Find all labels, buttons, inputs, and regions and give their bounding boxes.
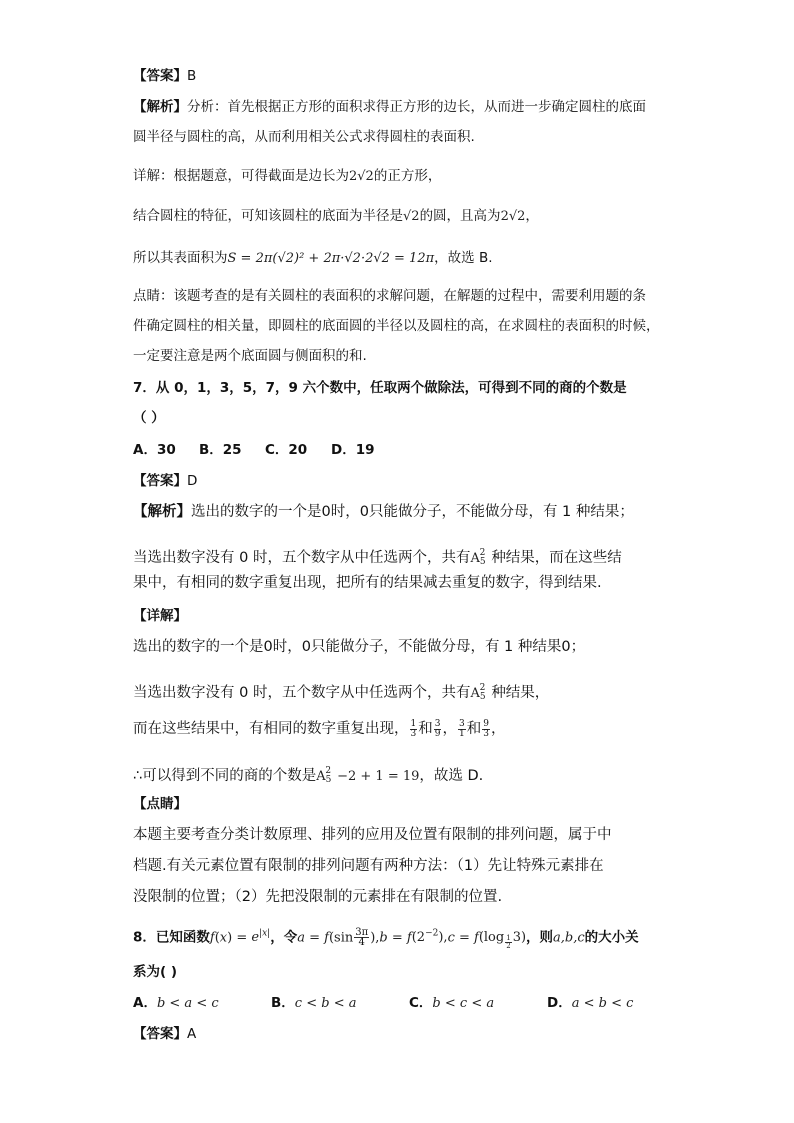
- math-permutation-a52: $A_5^2$: [316, 766, 332, 785]
- answer-value: B: [187, 68, 197, 84]
- q7-comment-line-3: 没限制的位置；（2）先把没限制的元素排在有限制的位置.: [133, 889, 503, 905]
- q7-comment-tag: 【点睛】: [133, 796, 187, 812]
- q8-option-b: B．c < b < a: [271, 995, 357, 1011]
- math-count: −2 + 1 = 19: [337, 769, 420, 784]
- q7-analysis-line-2: 当选出数字没有 0 时，五个数字从中任选两个，共有$A_5^2$ 种结果，而在这些结: [133, 548, 622, 567]
- q7-detail-tag: 【详解】: [133, 608, 187, 624]
- q7-question-line-2: （ ）: [133, 410, 165, 426]
- math-a-def: a: [297, 930, 305, 946]
- q8-option-d: D．a < b < c: [547, 995, 634, 1011]
- answer-value: A: [187, 1026, 197, 1042]
- q6-comment-line-2: 件确定圆柱的相关量，即圆柱的底面圆的半径以及圆柱的高，在求圆柱的表面积的时候，: [133, 318, 660, 334]
- math-radius: √2: [403, 209, 420, 224]
- q6-detail-line-3: 所以其表面积为S = 2π(√2)² + 2π·√2·2√2 = 12π，故选 B.: [133, 250, 493, 266]
- q7-options: [133, 440, 673, 460]
- q6-answer-line: [133, 66, 673, 86]
- fraction-9-3: $\frac{9}{3}$: [483, 718, 489, 739]
- q8-options: [133, 993, 673, 1014]
- q6-detail-line-2: 结合圆柱的特征，可知该圆柱的底面为半径是√2的圆，且高为2√2，: [133, 208, 539, 224]
- q7-comment-line-1: 本题主要考查分类计数原理、排列的应用及位置有限制的排列问题，属于中: [133, 827, 612, 843]
- q7-analysis-line-3: 果中，有相同的数字重复出现，把所有的结果减去重复的数字，得到结果.: [133, 575, 602, 591]
- q7-answer-line: [133, 471, 673, 491]
- answer-value: D: [187, 473, 198, 489]
- q7-detail-line-2: 当选出数字没有 0 时，五个数字从中任选两个，共有$A_5^2$ 种结果，: [133, 683, 550, 702]
- math-surface-area: S = 2π(√2)² + 2π·√2·2√2 = 12π: [227, 251, 435, 266]
- analysis-text: 分析：首先根据正方形的面积求得正方形的边长，从而进一步确定圆柱的底面: [187, 99, 646, 115]
- q8-answer-line: [133, 1024, 673, 1044]
- math-function-def: f: [209, 930, 215, 946]
- q7-detail-line-1: 选出的数字的一个是0时，0只能做分子，不能做分母，有 1 种结果0；: [133, 639, 586, 655]
- q7-analysis-line-1: 【解析】选出的数字的一个是0时，0只能做分子，不能做分母，有 1 种结果；: [133, 504, 634, 520]
- q6-comment-line-3: 一定要注意是两个底面圆与侧面积的和.: [133, 348, 367, 364]
- q8-option-c: C．b < c < a: [409, 995, 495, 1011]
- math-height: 2√2: [500, 209, 526, 224]
- q7-option-a: A．30: [133, 442, 176, 458]
- math-b-def: b: [379, 930, 388, 946]
- q7-option-b: B．25: [199, 442, 242, 458]
- answer-tag: 【答案】: [133, 68, 187, 84]
- q8-question-line-2: 系为( ): [133, 964, 178, 980]
- analysis-tag: 【解析】: [133, 504, 191, 520]
- q6-comment-line-1: 点睛：该题考查的是有关圆柱的表面积的求解问题，在解题的过程中，需要利用题的条: [133, 288, 646, 304]
- analysis-tag: 【解析】: [133, 99, 187, 115]
- math-c-def: c: [447, 930, 455, 946]
- q6-analysis-line-1: [133, 97, 673, 117]
- q7-comment-line-2: 档题.有关元素位置有限制的排列问题有两种方法：（1）先让特殊元素排在: [133, 858, 604, 874]
- answer-tag: 【答案】: [133, 473, 187, 489]
- q7-detail-line-4: ∴可以得到不同的商的个数是$A_5^2 -2 + 1 = 19$，故选 D.: [133, 766, 484, 785]
- q6-detail-line-1: 详解：根据题意，可得截面是边长为2√2的正方形，: [133, 168, 442, 184]
- math-permutation-a52: $A_5^2$: [470, 548, 486, 567]
- fraction-3pi-4: $\frac{3\pi}{4}$: [355, 926, 369, 948]
- math-side-length: 2√2: [349, 169, 374, 184]
- q7-option-d: D．19: [331, 442, 375, 458]
- math-permutation-a52: $A_5^2$: [470, 683, 486, 702]
- fraction-3-9: $\frac{3}{9}$: [434, 718, 441, 739]
- answer-tag: 【答案】: [133, 1026, 187, 1042]
- fraction-3-1: $\frac{3}{1}$: [458, 718, 465, 739]
- q7-option-c: C．20: [265, 442, 308, 458]
- math-abc: a,b,c: [553, 930, 585, 946]
- fraction-1-3: $\frac{1}{3}$: [410, 718, 417, 739]
- q7-question-line-1: 7．从 0，1，3，5，7，9 六个数中，任取两个做除法，可得到不同的商的个数是: [133, 380, 627, 396]
- q7-detail-line-3: 而在这些结果中，有相同的数字重复出现， $\frac{1}{3}$ 和 $\frac{3}{9}$ ， $\frac{3}{1}$ 和 $\frac{9}{3}$ ，: [133, 718, 506, 739]
- q8-option-a: A．b < a < c: [133, 995, 219, 1011]
- q6-analysis-line-2: 圆半径与圆柱的高，从而利用相关公式求得圆柱的表面积.: [133, 129, 475, 145]
- q8-question-line-1: 8．已知函数$f(x) = e^{|x|}$，令a = f(sin $\frac{3\pi}{4}$ )$,b = f(2^{-2}),c = f(\log$ $_{\frac{1}{2}}$ 3)，则a,b,c的大小关: [133, 926, 639, 950]
